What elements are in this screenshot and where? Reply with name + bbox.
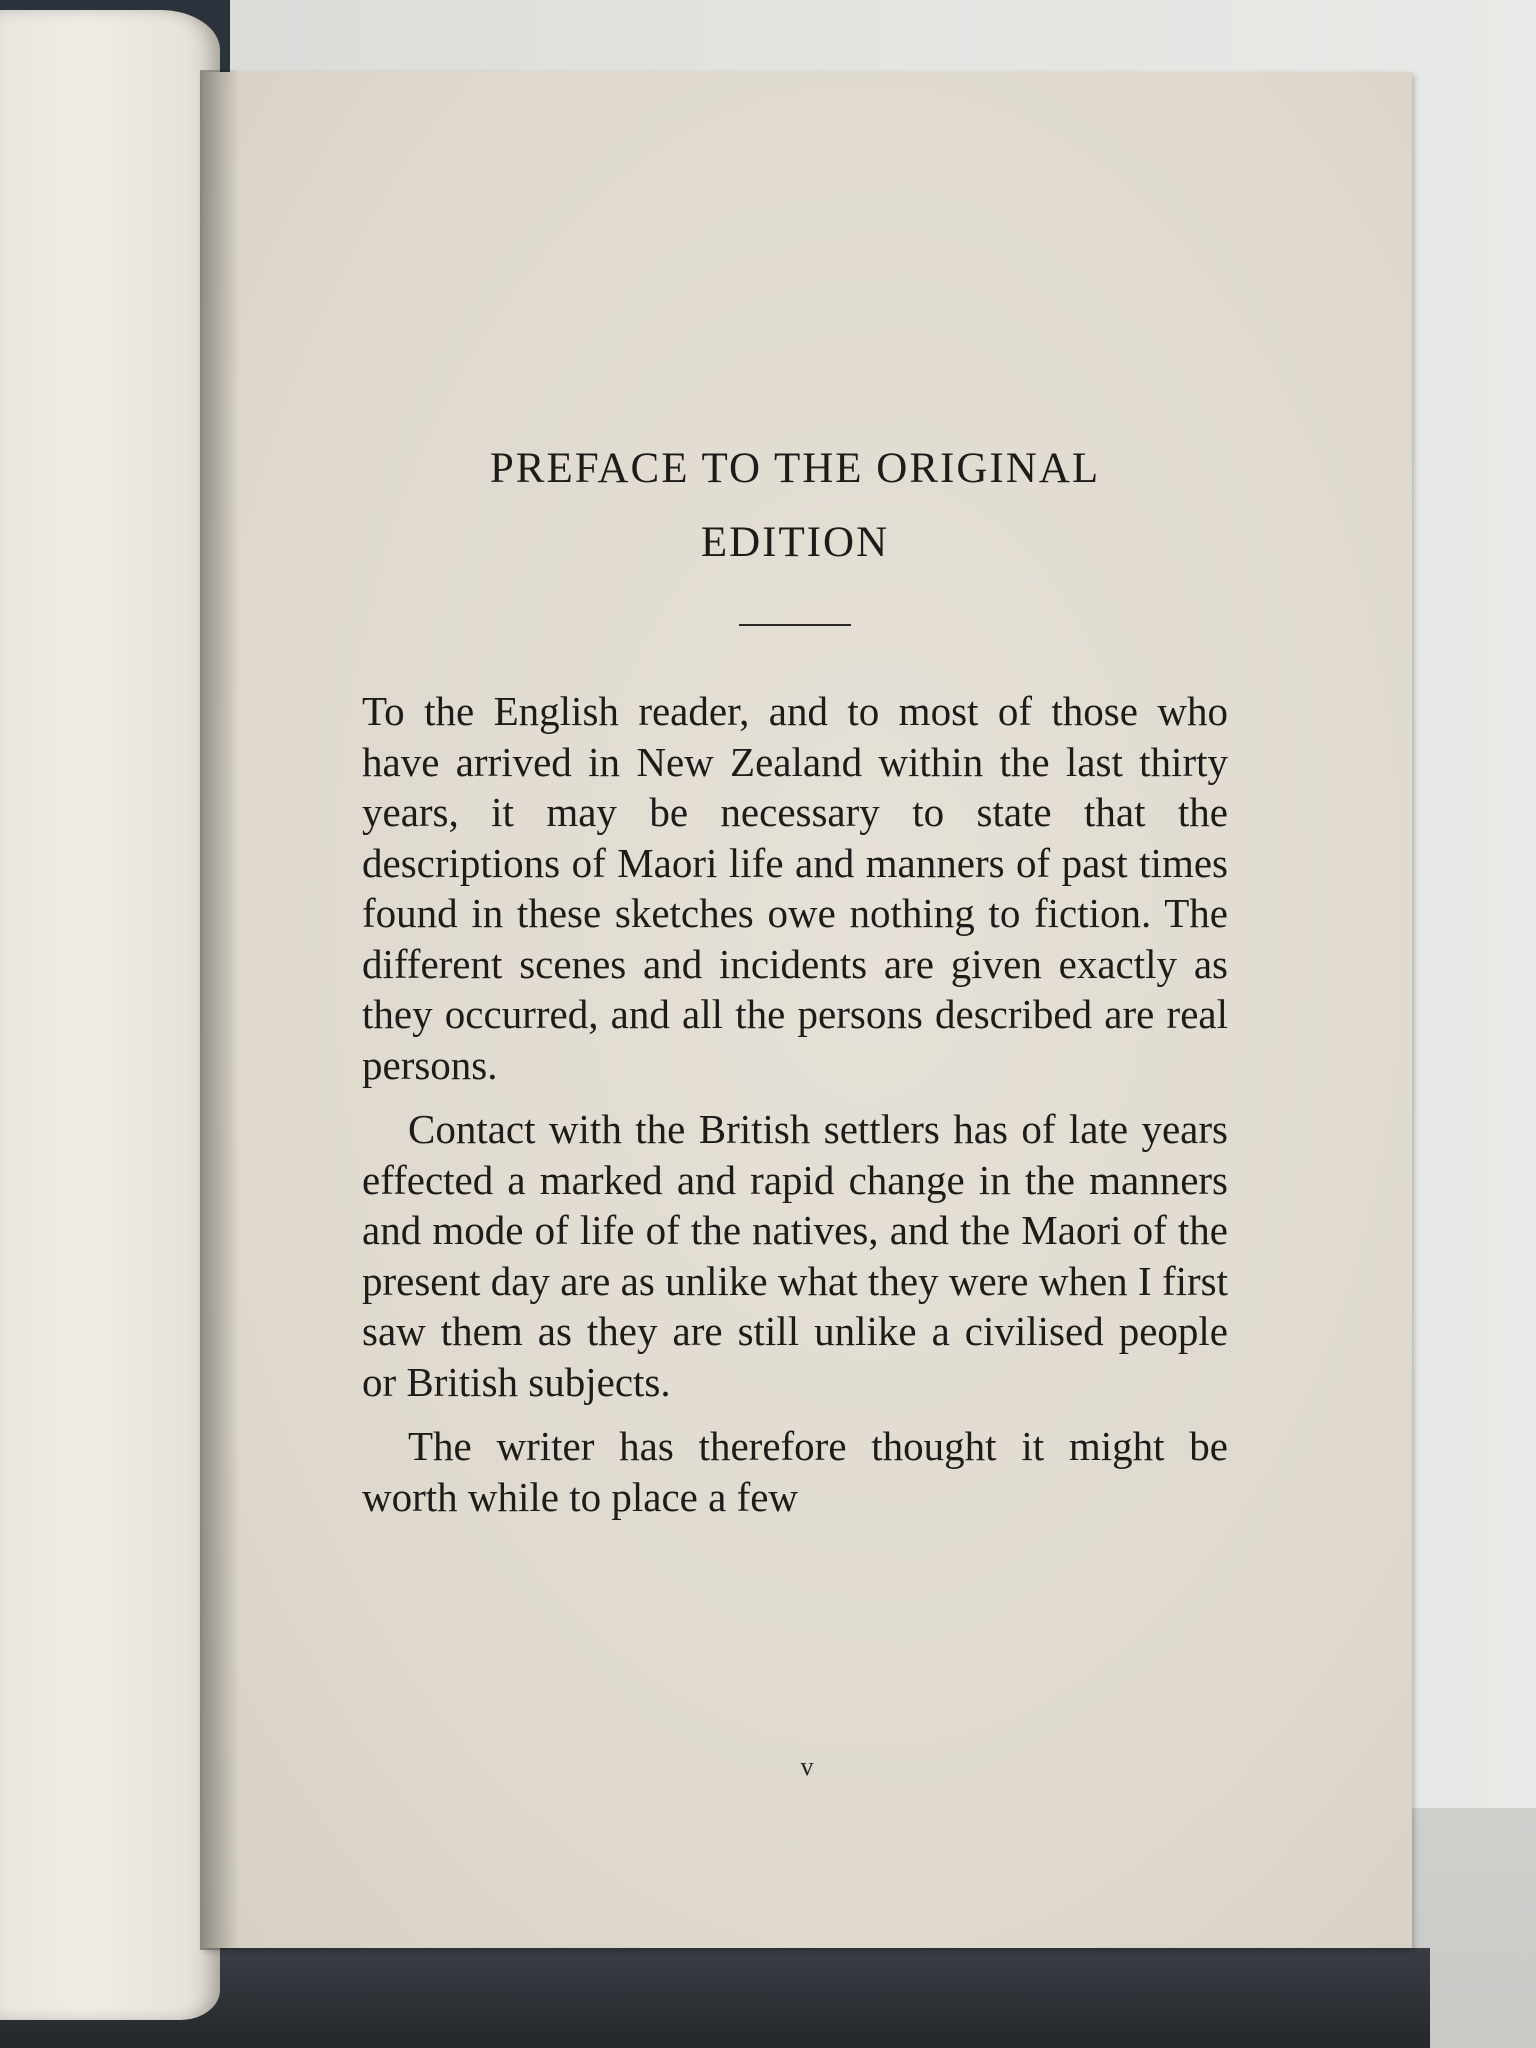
right-page (202, 72, 1412, 1948)
paragraph-1: To the English reader, and to most of those who have arrived in New Zealand within the last thirty years, it may be necessary to state that the descriptions of Maori life and manners of past times found in these sketches owe nothing to fiction. The different scenes and incidents are given exactly as they occurred, and all the persons described are real persons. (362, 688, 1228, 1088)
page-text-block (362, 432, 1228, 1536)
page-number: v (800, 1752, 814, 1781)
title-line-2: EDITION (700, 519, 890, 566)
paragraph-2: Contact with the British settlers has of late years effected a marked and rapid change in the manners and mode of life of the natives, and the Maori of the present day are as unlike what they were when I first saw them as they are still unlike a civilised people or British subjects. (362, 1106, 1228, 1405)
page-title (362, 432, 1228, 580)
paragraph-3: The writer has therefore thought it might be worth while to place a few (362, 1423, 1228, 1520)
left-blank-page (0, 10, 220, 2020)
gutter-shadow (200, 70, 240, 1950)
title-rule (739, 624, 851, 626)
title-line-1: PREFACE TO THE ORIGINAL (489, 445, 1101, 492)
